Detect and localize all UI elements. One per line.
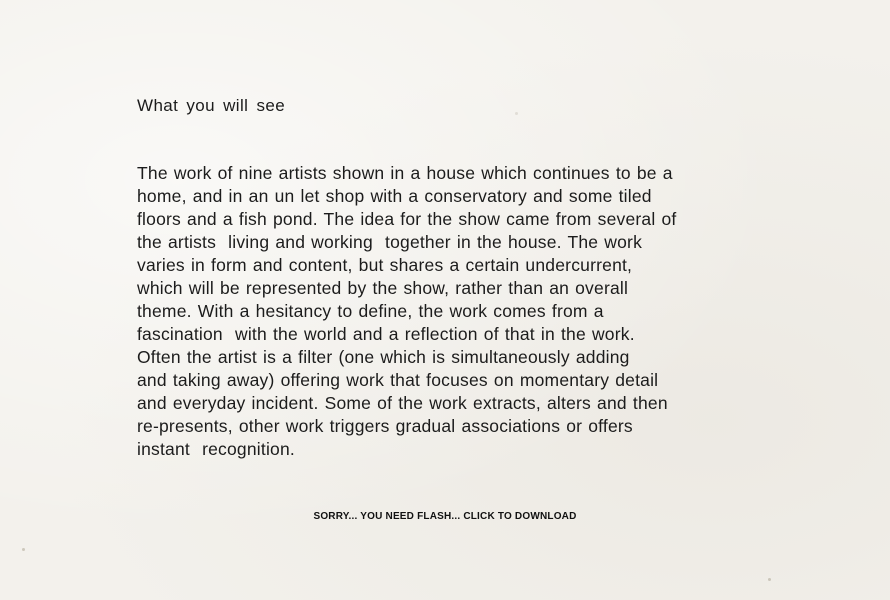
body-line: floors and a fish pond. The idea for the show came from several of <box>137 209 677 229</box>
paper-speck <box>22 548 25 551</box>
flash-download-link[interactable]: SORRY... YOU NEED FLASH... CLICK TO DOWNLOAD <box>313 511 577 522</box>
body-line: theme. With a hesitancy to define, the work comes from a <box>137 301 604 321</box>
body-line: and taking away) offering work that focuses on momentary detail <box>137 370 659 390</box>
body-text <box>137 162 797 461</box>
body-line: the artists living and working together in the house. The work <box>137 232 643 252</box>
paper-speck <box>768 578 771 581</box>
body-line: and everyday incident. Some of the work extracts, alters and then <box>137 393 668 413</box>
body-line: Often the artist is a filter (one which is simultaneously adding <box>137 347 630 367</box>
paper-speck <box>515 112 518 115</box>
page-heading: What you will see <box>137 96 286 115</box>
body-line: fascination with the world and a reflection of that in the work. <box>137 324 635 344</box>
body-line: varies in form and content, but shares a certain undercurrent, <box>137 255 633 275</box>
body-line: which will be represented by the show, rather than an overall <box>137 278 629 298</box>
body-line: instant recognition. <box>137 439 295 459</box>
body-line: home, and in an un let shop with a conservatory and some tiled <box>137 186 652 206</box>
body-line: The work of nine artists shown in a house which continues to be a <box>137 163 673 183</box>
body-line: re-presents, other work triggers gradual associations or offers <box>137 416 633 436</box>
